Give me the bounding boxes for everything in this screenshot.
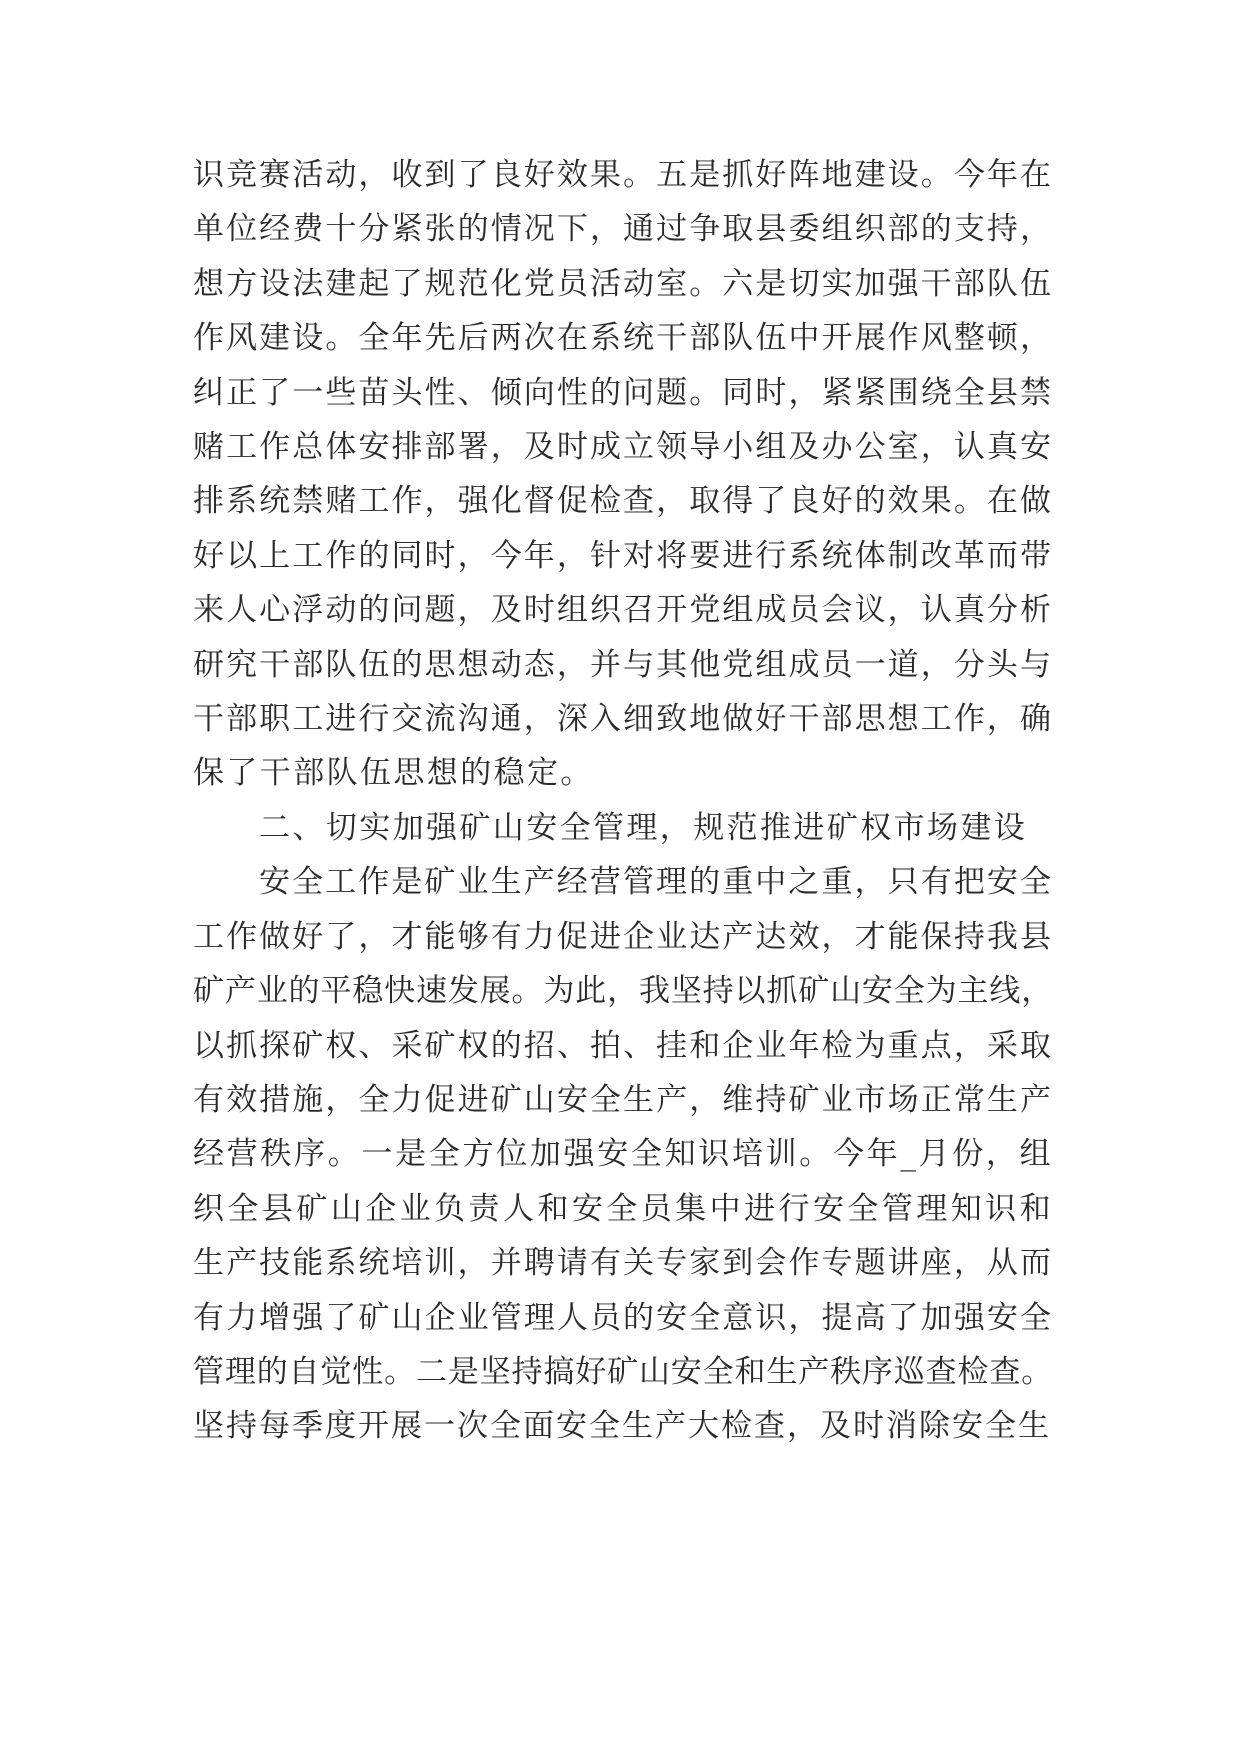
text-line: 经营秩序。一是全方位加强安全知识培训。今年_月份，组: [193, 1136, 1053, 1173]
text-line: 研究干部队伍的思想动态，并与其他党组成员一道，分头与: [193, 646, 1053, 683]
text-line: 单位经费十分紧张的情况下，通过争取县委组织部的支持，: [193, 211, 1053, 248]
text-line: 有力增强了矿山企业管理人员的安全意识，提高了加强安全: [193, 1299, 1053, 1336]
text-line: 好以上工作的同时，今年，针对将要进行系统体制改革而带: [193, 537, 1053, 574]
text-line: 坚持每季度开展一次全面安全生产大检查，及时消除安全生: [193, 1408, 1051, 1445]
document-body: [193, 148, 1053, 1454]
text-line: 想方设法建起了规范化党员活动室。六是切实加强干部队伍: [193, 265, 1053, 302]
text-line: 生产技能系统培训，并聘请有关专家到会作专题讲座，从而: [193, 1245, 1053, 1282]
text-line: 识竞赛活动，收到了良好效果。五是抓好阵地建设。今年在: [193, 157, 1053, 193]
text-line: 纠正了一些苗头性、倾向性的问题。同时，紧紧围绕全县禁: [193, 374, 1053, 411]
body-paragraph: [193, 855, 1053, 1453]
text-line: 赌工作总体安排部署，及时成立领导小组及办公室，认真安: [193, 429, 1053, 466]
text-line: 织全县矿山企业负责人和安全员集中进行安全管理知识和: [193, 1190, 1053, 1227]
text-line: 矿产业的平稳快速发展。为此，我坚持以抓矿山安全为主线，: [193, 973, 1053, 1010]
text-line: 干部职工进行交流沟通，深入细致地做好干部思想工作，确: [193, 701, 1053, 738]
text-line: 作风建设。全年先后两次在系统干部队伍中开展作风整顿，: [193, 320, 1053, 357]
section-heading: [193, 801, 1053, 855]
text-line: 以抓探矿权、采矿权的招、拍、挂和企业年检为重点，采取: [193, 1027, 1053, 1064]
text-line: 工作做好了，才能够有力促进企业达产达效，才能保持我县: [193, 918, 1053, 955]
body-paragraph: [193, 148, 1053, 801]
text-line: 来人心浮动的问题，及时组织召开党组成员会议，认真分析: [193, 592, 1053, 629]
text-line: 有效措施，全力促进矿山安全生产，维持矿业市场正常生产: [193, 1081, 1053, 1118]
text-line: 管理的自觉性。二是坚持搞好矿山安全和生产秩序巡查检查。: [193, 1353, 1053, 1390]
text-line: 排系统禁赌工作，强化督促检查，取得了良好的效果。在做: [193, 483, 1053, 520]
text-line: 二、切实加强矿山安全管理，规范推进矿权市场建设: [259, 809, 1028, 846]
text-line: 安全工作是矿业生产经营管理的重中之重，只有把安全: [259, 864, 1053, 901]
text-line: 保了干部队伍思想的稳定。: [193, 755, 594, 792]
